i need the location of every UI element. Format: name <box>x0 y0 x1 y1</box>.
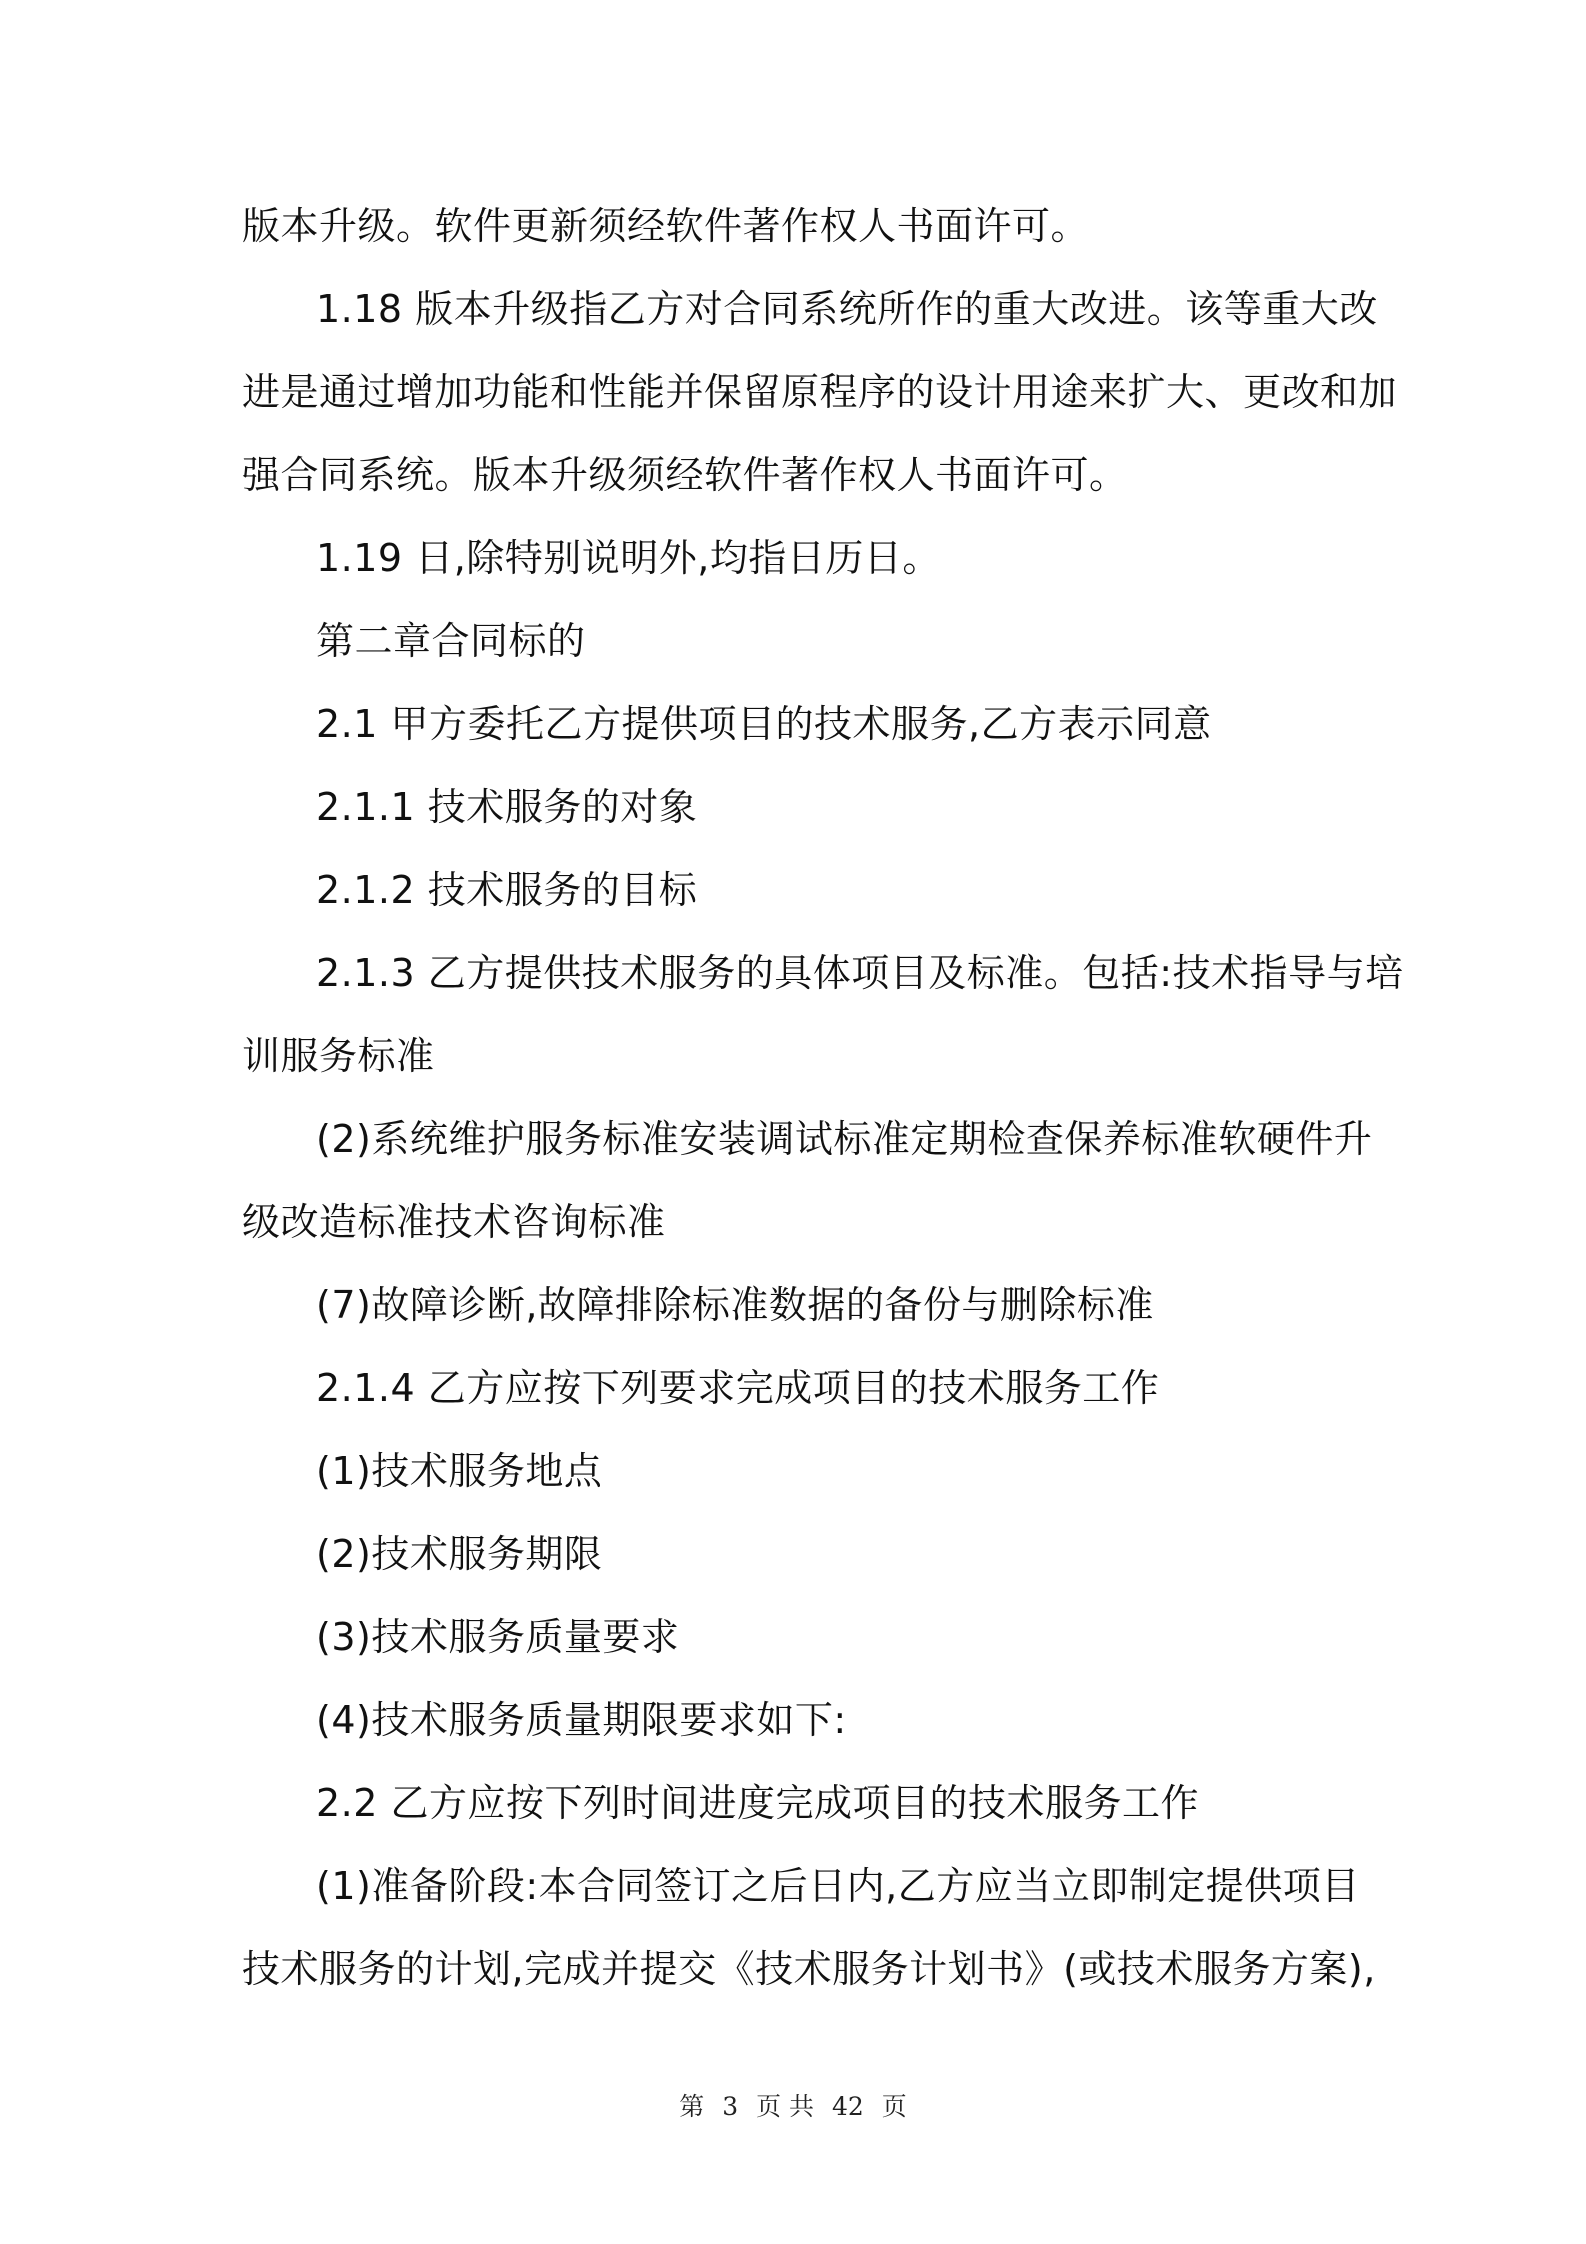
text-line-19: (4)技术服务质量期限要求如下: <box>316 1698 847 1742</box>
page-footer <box>0 2087 1586 2127</box>
footer-prefix: 第 <box>679 2092 705 2121</box>
footer-total-pages: 42 <box>831 2092 864 2121</box>
text-line-14: (7)故障诊断,故障排除标准数据的备份与删除标准 <box>316 1283 1154 1327</box>
text-line-5: 1.19 日,除特别说明外,均指日历日。 <box>316 536 941 580</box>
text-line-22: 技术服务的计划,完成并提交《技术服务计划书》(或技术服务方案), <box>242 1947 1376 1991</box>
text-line-3: 进是通过增加功能和性能并保留原程序的设计用途来扩大、更改和加 <box>242 370 1398 414</box>
chapter-heading: 第二章合同标的 <box>316 619 586 663</box>
text-line-16: (1)技术服务地点 <box>316 1449 603 1493</box>
text-line-15: 2.1.4 乙方应按下列要求完成项目的技术服务工作 <box>316 1366 1160 1410</box>
text-line-20: 2.2 乙方应按下列时间进度完成项目的技术服务工作 <box>316 1781 1200 1825</box>
text-line-1: 版本升级。软件更新须经软件著作权人书面许可。 <box>242 204 1090 248</box>
footer-middle: 页 共 <box>756 2092 815 2121</box>
text-line-18: (3)技术服务质量要求 <box>316 1615 680 1659</box>
text-line-7: 2.1 甲方委托乙方提供项目的技术服务,乙方表示同意 <box>316 702 1212 746</box>
text-line-4: 强合同系统。版本升级须经软件著作权人书面许可。 <box>242 453 1128 497</box>
text-line-2: 1.18 版本升级指乙方对合同系统所作的重大改进。该等重大改 <box>316 287 1378 331</box>
text-line-12: (2)系统维护服务标准安装调试标准定期检查保养标准软硬件升 <box>316 1117 1373 1161</box>
text-line-9: 2.1.2 技术服务的目标 <box>316 868 698 912</box>
text-line-11: 训服务标准 <box>242 1034 435 1078</box>
footer-current-page: 3 <box>722 2092 739 2121</box>
text-line-10: 2.1.3 乙方提供技术服务的具体项目及标准。包括:技术指导与培 <box>316 951 1404 995</box>
text-line-8: 2.1.1 技术服务的对象 <box>316 785 698 829</box>
text-line-17: (2)技术服务期限 <box>316 1532 603 1576</box>
text-line-13: 级改造标准技术咨询标准 <box>242 1200 666 1244</box>
text-line-21: (1)准备阶段:本合同签订之后日内,乙方应当立即制定提供项目 <box>316 1864 1360 1908</box>
footer-suffix: 页 <box>881 2092 907 2121</box>
